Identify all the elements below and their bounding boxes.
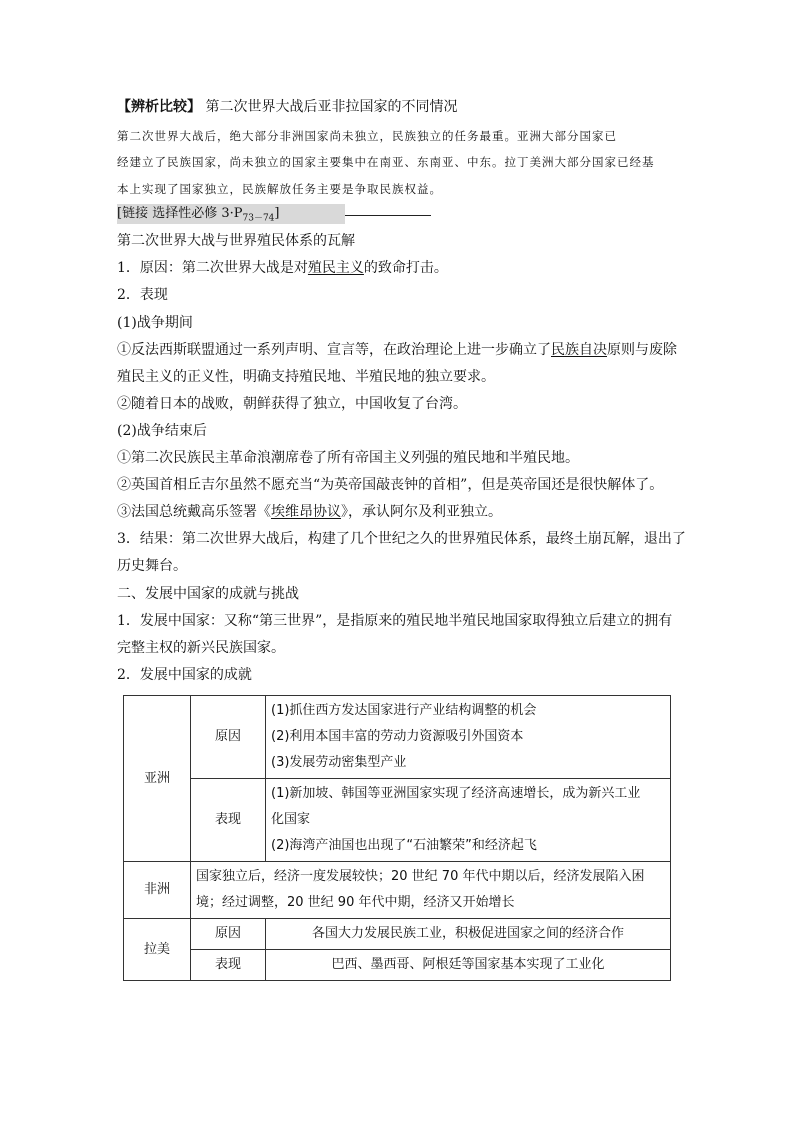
asia-perf-3: (2)海湾产油国也出现了“石油繁荣”和经济起飞 xyxy=(271,838,537,853)
asia-cause-cell xyxy=(266,696,671,779)
link-pages: 73－74 xyxy=(242,213,275,224)
after-item-3-text: ③法国总统戴高乐签署《 xyxy=(117,504,271,520)
during-item-1 xyxy=(117,341,677,359)
after-item-1: ①第二次民族民主革命浪潮席卷了所有帝国主义列强的殖民地和半殖民地。 xyxy=(117,450,579,466)
table-row xyxy=(124,696,671,779)
after-item-3-mid: 》，承认阿尔及利亚独立 xyxy=(341,504,488,520)
africa-line-2: 境；经过调整，20 世纪 90 年代中期，经济又开始增长 xyxy=(196,895,515,910)
war-during-heading: (1)战争期间 xyxy=(117,315,193,331)
latam-perf-label: 表现 xyxy=(191,950,266,981)
during-item-1-cont: 殖民主义的正义性，明确支持殖民地、半殖民地的独立要求。 xyxy=(117,369,495,385)
result-line-cont: 历史舞台。 xyxy=(117,558,187,574)
cause-text-end: 的致命打击。 xyxy=(363,260,448,276)
during-item-2: ②随着日本的战败，朝鲜获得了独立，中国收复了台湾。 xyxy=(117,396,467,412)
after-item-3 xyxy=(117,503,502,521)
latam-perf-cell: 巴西、墨西哥、阿根廷等国家基本实现了工业化 xyxy=(266,950,671,981)
after-item-3-treaty: 埃维昂协议 xyxy=(271,504,341,520)
compare-heading xyxy=(117,98,457,116)
table-row xyxy=(124,862,671,919)
definition-line-cont: 完整主权的新兴民族国家。 xyxy=(117,640,285,656)
cause-text: 1．原因：第二次世界大战是对 xyxy=(117,260,308,276)
compare-title: 第二次世界大战后亚非拉国家的不同情况 xyxy=(205,99,458,115)
performance-heading: 2．表现 xyxy=(117,287,168,303)
link-reference xyxy=(117,205,279,228)
table-row xyxy=(124,950,671,981)
definition-line: 1．发展中国家：又称“第三世界”，是指原来的殖民地半殖民地国家取得独立后建立的拥有 xyxy=(117,613,673,629)
asia-cause-1: (1)抓住西方发达国家进行产业结构调整的机会 xyxy=(271,703,537,718)
table-row xyxy=(124,779,671,862)
during-item-1-end: 原则与废除 xyxy=(607,342,677,358)
section1-title: 第二次世界大战与世界殖民体系的瓦解 xyxy=(117,233,355,249)
link-rule xyxy=(345,215,431,216)
result-line: 3．结果：第二次世界大战后，构建了几个世纪之久的世界殖民体系，最终土崩瓦解，退出了 xyxy=(117,531,686,547)
latam-cause-label: 原因 xyxy=(191,919,266,950)
africa-cell xyxy=(191,862,671,919)
after-item-2: ②英国首相丘吉尔虽然不愿充当“为英帝国敲丧钟的首相”，但是英帝国还是很快解体了。 xyxy=(117,477,664,493)
asia-perf-1: (1)新加坡、韩国等亚洲国家实现了经济高速增长，成为新兴工业 xyxy=(271,786,641,801)
table-row xyxy=(124,919,671,950)
cause-keyword: 殖民主义 xyxy=(307,260,364,276)
during-item-1-text: ①反法西斯联盟通过一系列声明、宣言等，在政治理论上进一步确立了 xyxy=(117,342,551,358)
link-close: ] xyxy=(274,206,280,221)
compare-line-3: 本上实现了国家独立，民族解放任务主要是争取民族权益。 xyxy=(117,182,442,196)
link-label: [链接 选择性必修 3·P xyxy=(117,206,243,221)
region-latam: 拉美 xyxy=(124,919,191,981)
compare-line-1: 第二次世界大战后，绝大部分非洲国家尚未独立，民族独立的任务最重。亚洲大部分国家已 xyxy=(117,129,617,143)
section2-title: 二、发展中国家的成就与挑战 xyxy=(117,586,299,602)
during-item-1-keyword: 民族自决 xyxy=(551,342,607,358)
compare-tag: 【辨析比较】 xyxy=(117,99,201,115)
cause-line xyxy=(117,259,448,277)
asia-perf-2: 化国家 xyxy=(271,812,311,827)
asia-cause-label: 原因 xyxy=(191,696,266,779)
africa-line-1: 国家独立后，经济一度发展较快；20 世纪 70 年代中期以后，经济发展陷入困 xyxy=(196,869,645,884)
war-after-heading: (2)战争结束后 xyxy=(117,423,207,439)
latam-cause-cell: 各国大力发展民族工业，积极促进国家之间的经济合作 xyxy=(266,919,671,950)
after-item-3-end: 。 xyxy=(488,504,502,520)
asia-perf-label: 表现 xyxy=(191,779,266,862)
asia-cause-2: (2)利用本国丰富的劳动力资源吸引外国资本 xyxy=(271,729,524,744)
region-asia: 亚洲 xyxy=(124,696,191,862)
compare-line-2: 经建立了民族国家，尚未独立的国家主要集中在南亚、东南亚、中东。拉丁美洲大部分国家已经基 xyxy=(117,155,655,169)
asia-cause-3: (3)发展劳动密集型产业 xyxy=(271,755,407,770)
achievements-table xyxy=(123,695,671,981)
achievements-heading: 2．发展中国家的成就 xyxy=(117,667,252,683)
asia-perf-cell xyxy=(266,779,671,862)
region-africa: 非洲 xyxy=(124,862,191,919)
